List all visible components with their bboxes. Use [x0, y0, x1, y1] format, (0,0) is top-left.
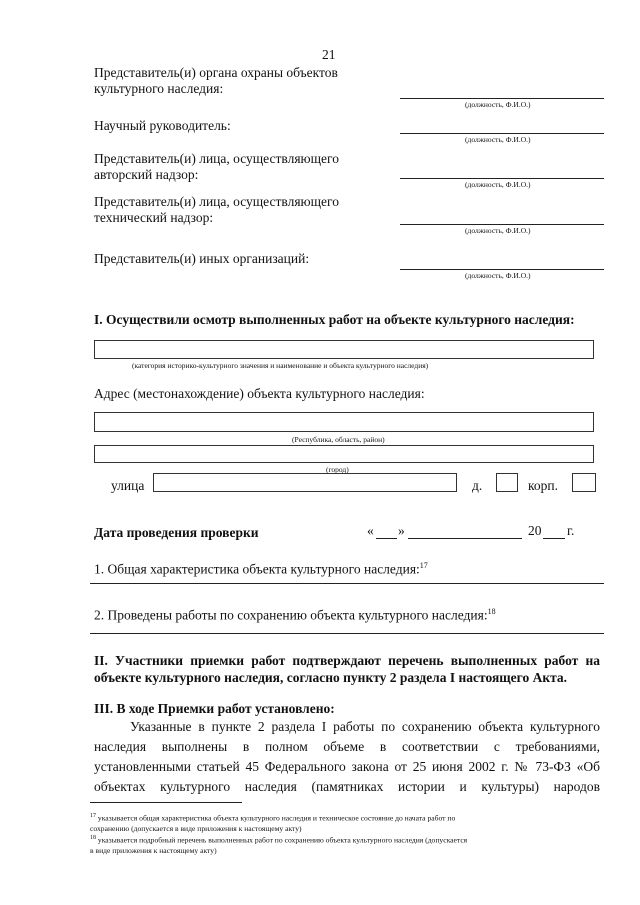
signature-caption: (должность, Ф.И.О.): [465, 100, 531, 109]
region-field[interactable]: [94, 412, 594, 432]
footnote-ref-18: 18: [487, 607, 496, 616]
footnote-text: в виде приложения к настоящему акту): [90, 845, 217, 855]
item-1-text: 1. Общая характеристика объекта культурного наследия:$^{17}$: [94, 561, 428, 577]
object-name-field[interactable]: [94, 340, 594, 359]
footnote-17: [90, 811, 600, 834]
signature-caption: (должность, Ф.И.О.): [465, 180, 531, 189]
signature-line-other-organizations[interactable]: [400, 269, 604, 270]
address-label: Адрес (местонахождение) объекта культурного наследия:: [94, 386, 425, 401]
street-label: улица: [111, 478, 145, 493]
city-caption: (город): [326, 465, 349, 474]
house-label: д.: [472, 478, 483, 493]
date-year-prefix: 20: [528, 523, 542, 538]
signature-line-author-supervision[interactable]: [400, 178, 604, 179]
footnote-separator: [90, 802, 242, 803]
footnote-number: 17: [90, 813, 96, 819]
signature-caption: (должность, Ф.И.О.): [465, 271, 531, 280]
section-3-heading: III. В ходе Приемки работ установлено:: [94, 701, 335, 716]
date-quote-open: «: [367, 523, 374, 538]
street-field[interactable]: [153, 473, 457, 492]
house-number-field[interactable]: [496, 473, 518, 492]
item-1-answer-line[interactable]: [90, 583, 604, 584]
building-number-field[interactable]: [572, 473, 596, 492]
inspection-date-label: Дата проведения проверки: [94, 525, 259, 540]
object-name-caption: (категория историко-культурного значения и наименование и объекта культурного наследия): [132, 361, 429, 370]
signature-caption: (должность, Ф.И.О.): [465, 135, 531, 144]
signature-label-scientific-supervisor: Научный руководитель:: [94, 118, 231, 133]
signature-label-heritage-authority-line2: культурного наследия:: [94, 81, 224, 96]
city-field[interactable]: [94, 445, 594, 463]
section-1-heading: I. Осуществили осмотр выполненных работ на объекте культурного наследия:: [94, 312, 575, 327]
signature-line-scientific-supervisor[interactable]: [400, 133, 604, 134]
signature-label-technical-supervision: Представитель(и) лица, осуществляющего: [94, 194, 339, 209]
section-3-para-line-4: объектах культурного наследия (памятниках истории и культуры) народов: [94, 779, 600, 794]
date-day-field[interactable]: [376, 538, 397, 539]
section-3-para-line-3: установленными статьей 45 Федерального закона от 25 июня 2002 г. № 73-ФЗ «Об: [94, 759, 600, 774]
footnote-number: 18: [90, 835, 96, 841]
signature-label-heritage-authority: Представитель(и) органа охраны объектов: [94, 65, 338, 80]
signature-line-heritage-authority[interactable]: [400, 98, 604, 99]
signature-label-author-supervision: Представитель(и) лица, осуществляющего: [94, 151, 339, 166]
footnote-ref-17: 17: [419, 561, 428, 570]
signature-label-author-supervision-line2: авторский надзор:: [94, 167, 199, 182]
signature-label-technical-supervision-line2: технический надзор:: [94, 210, 214, 225]
section-3-para-line-2: наследия выполнены в полном объеме в соответствии с требованиями,: [94, 739, 600, 754]
footnote-text: сохранению (допускается в виде приложения к настоящему акту): [90, 823, 302, 833]
section-2-line-2: объекте культурного наследия, согласно пункту 2 раздела I настоящего Акта.: [94, 670, 568, 685]
date-year-suffix: г.: [567, 523, 575, 538]
date-year-field[interactable]: [543, 538, 565, 539]
region-caption: (Республика, область, район): [292, 435, 385, 444]
footnote-18: [90, 833, 600, 856]
footnote-text: указывается общая характеристика объекта культурного наследия и техническое состояние до начата работ по: [97, 813, 456, 823]
section-3-para-line-1: Указанные в пункте 2 раздела I работы по сохранению объекта культурного: [130, 719, 600, 734]
signature-caption: (должность, Ф.И.О.): [465, 226, 531, 235]
page-number: 21: [322, 47, 336, 62]
building-label: корп.: [528, 478, 558, 493]
signature-label-other-organizations: Представитель(и) иных организаций:: [94, 251, 310, 266]
date-month-field[interactable]: [408, 538, 522, 539]
footnote-text: указывается подробный перечень выполненных работ по сохранению объекта культурного наследия (допускается: [97, 835, 468, 845]
section-2-line-1: II. Участники приемки работ подтверждают перечень выполненных работ на: [94, 653, 600, 668]
item-2-text: 2. Проведены работы по сохранению объекта культурного наследия:$^{18}$: [94, 607, 496, 623]
date-quote-close: »: [398, 523, 405, 538]
signature-line-technical-supervision[interactable]: [400, 224, 604, 225]
item-2-answer-line[interactable]: [90, 633, 604, 634]
